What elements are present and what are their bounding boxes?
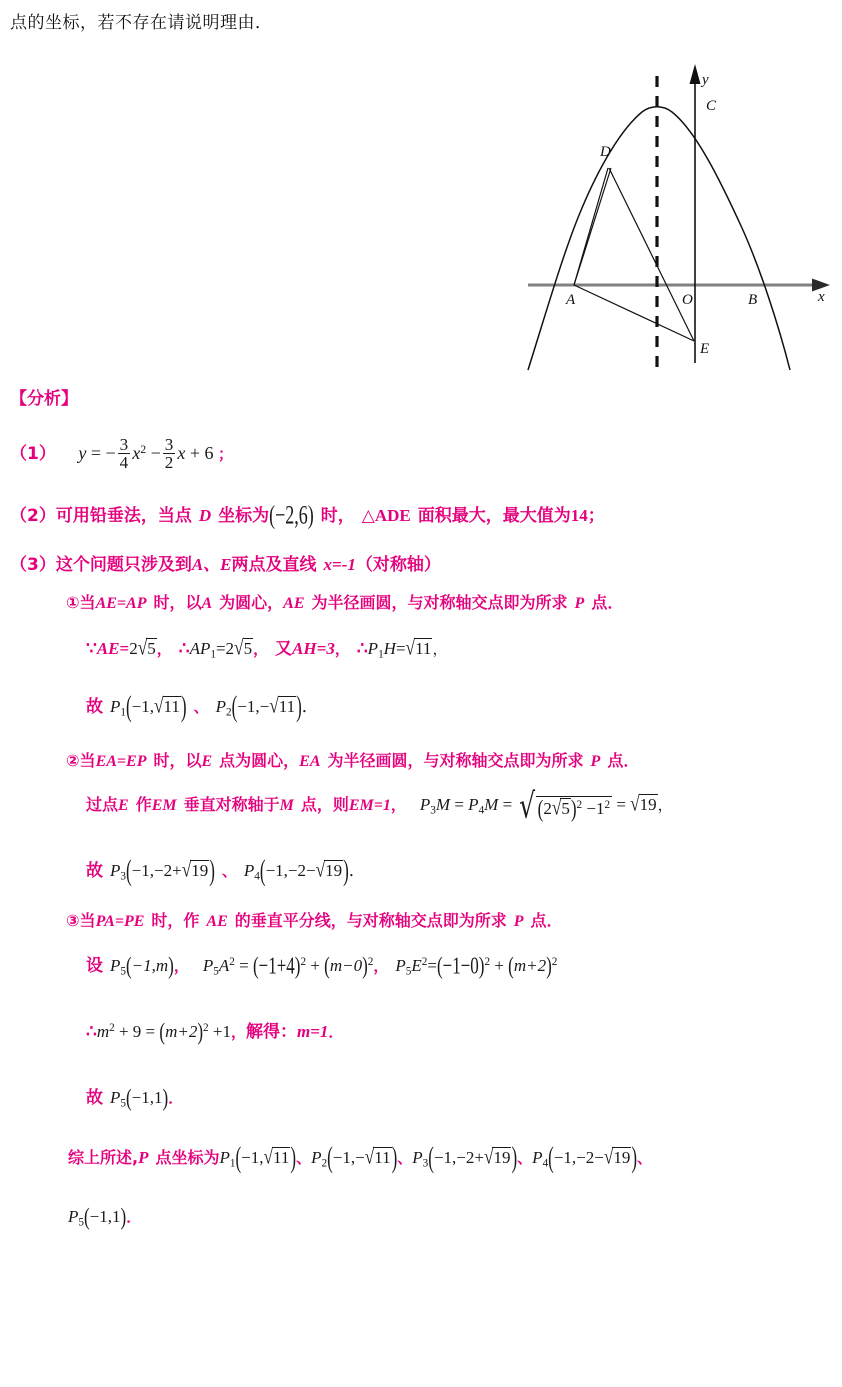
sqrt-11-e-radicand: 11 [374,1148,391,1167]
case1-l2-ap1: AP [189,639,211,658]
conclusion-p5-sub: 5 [78,1216,84,1229]
conclusion-line1: 综上所述,P 点坐标为$P_1(-1,√11)$、$P_2(-1,-√11)$、$P_3(-1,-2+√19)$、$P_4(-1,-2-√19)$、 [68,1140,653,1174]
case3-l4-p5-sub: 5 [120,1097,126,1110]
step-2-label: （2） [10,506,56,526]
case1-l2-eq2: = [215,639,226,658]
var-y: y [78,443,87,464]
case2-l2-comma: ， [390,796,406,814]
case3-l2-plus: + [310,956,320,975]
case2-l3-p3-sub: 3 [120,870,126,883]
case3-text-b: 时，作 [151,911,200,930]
case2-l3-p4-sub: 4 [254,870,260,883]
conclusion-p2-sub: 2 [321,1157,328,1170]
case1-l3-gu: 故 [86,697,103,717]
frac-num-3b: 3 [164,435,174,454]
case1-var-p: P [574,595,585,612]
sqrt-5-a-radicand: 5 [147,639,156,658]
because-symbol-1: ∵ [86,639,97,658]
case1-l3-p2-sub: 2 [225,706,232,719]
figure-svg [520,58,840,383]
conclusion-p2-coord: −1,− [332,1148,365,1167]
case2-l2-p4: P [468,795,479,814]
label-D: D [600,144,611,160]
case3-l2-p5a-a: A [218,956,230,975]
case1-l3-p1-sub: 1 [120,706,126,719]
step-3-label: （3） [10,555,56,575]
case3-marker: ③当 [66,911,96,930]
sqrt-19-e-radicand: 19 [613,1148,631,1167]
case3-line3: $\therefore m^2 + 9 = (m+2)^2 +1$，解得：m=1． [86,1017,344,1046]
case1-l2-h: H [383,639,396,658]
sqrt-11-d: √11 [263,1145,290,1169]
conclusion-p5: P [68,1207,79,1226]
case2-l2-E: E [118,797,129,814]
case2-l2-d: 点，则 [300,795,349,814]
therefore-symbol-2: ∴ [356,639,368,658]
case1-l2-eq: = [119,639,130,658]
case1-line1 [66,590,623,613]
var-x-2: x [177,443,186,464]
case1-l2-p1-sub: 1 [378,648,384,661]
case3-l2-p5e-sub: 5 [405,965,412,978]
case1-l2-comma4: ， [432,642,448,658]
case2-l2-b: 作 [135,795,152,814]
exp-2: 2 [140,441,147,456]
case2-l2-minus: −1 [586,798,605,818]
case3-l3-comma: ， [230,1023,246,1041]
step-2-text-c: 时， [320,506,355,526]
therefore-symbol-1: ∴ [178,639,190,658]
case3-l3-rhs-pow: 2 [203,1022,209,1035]
conclusion-lead2: 点坐标为 [155,1148,220,1167]
case3-line2: 设 $P_5(-1,m)$， $P_5A^2 = (-1+4)^2 + (m-0)^2$， $P_5E^2=(-1-0)^2 + (m+2)^2$ [86,951,558,980]
case3-l3-rhs: m+2 [165,1022,198,1041]
case3-l3-m: m [96,1022,110,1041]
case3-l3-jiede: 解得： [245,1022,297,1042]
case3-l3-plus9: + 9 = [118,1022,156,1041]
sqrt-11-a: √11 [405,636,432,660]
case2-l3-p4-coord: −1,−2− [265,861,316,880]
op-minus-1: − [105,443,116,464]
sqrt-19-b-radicand: 19 [191,861,209,880]
case3-l4-gu: 故 [86,1088,103,1108]
case2-text-e: 点． [607,751,640,770]
case3-l2-p5a: P [202,956,214,975]
therefore-symbol-3: ∴ [86,1022,97,1041]
step-2-text-d: 面积最大，最大值为 [417,506,571,526]
case3-l2-p5e-e: E [411,956,422,975]
case3-l2-eq2: = [427,956,437,975]
conclusion-p3-sub: 3 [422,1157,429,1170]
sqrt-11-e: √11 [364,1145,391,1169]
label-A: A [566,292,576,308]
sqrt-11-c: √11 [269,694,296,718]
const-6: 6 [204,443,214,464]
step-3-vars: A、E [191,555,232,574]
case2-l2-eq1: = [454,795,464,814]
case1-l2-coef2: 2 [225,639,235,658]
case1-l2-p1: P [367,639,379,658]
case3-l2-t2-pow: 2 [367,956,374,969]
case2-line2 [86,786,673,827]
case1-l3-end: ． [301,697,319,716]
step-2-coord: (−2,6) [269,500,314,530]
step-3-eq: x=-1 [323,555,356,574]
case1-l3-p2-coord: −1,− [237,697,270,716]
case2-l2-eq2: = [502,795,513,814]
case3-l2-t4-pow: 2 [551,956,558,969]
case2-l2-p4-sub: 4 [478,804,485,817]
frac-den-2: 2 [164,453,174,473]
case3-l3-plus1: +1 [212,1022,231,1041]
case2-l2-minus-pow: 2 [604,798,611,811]
segment-a-d-alt [574,168,608,285]
step-3-text3: （对称轴） [355,555,441,575]
segment-a-e [574,285,694,341]
sqrt-5-c: √5 [551,795,570,820]
label-O: O [682,292,693,308]
case2-var-p: P [590,753,601,770]
step-2-triangle-ade: △ADE [361,506,411,525]
label-B: B [748,292,758,308]
case3-l2-t1: (−1+4) [252,951,301,980]
case2-marker: ②当 [66,751,96,770]
sqrt-11-b: √11 [154,694,180,718]
case3-l2-t3: (−1−0) [436,951,485,980]
fraction-3-2 [163,436,176,472]
case3-l2-plus2: + [494,956,504,975]
case2-l3-gu: 故 [86,861,103,881]
case3-l3-m-pow: 2 [109,1022,115,1035]
case3-l2-eq1: = [239,956,249,975]
case2-l2-M: M [279,797,294,814]
case1-marker: ①当 [66,593,96,612]
analysis-heading: 【分析】 [10,389,78,409]
case1-l2-comma3: ， [334,640,350,658]
step-3-text2: 两点及直线 [231,555,317,575]
var-x-1: x [132,443,141,464]
conclusion-p4: P [532,1148,543,1167]
case2-l3-p3-coord: −1,−2+ [131,861,182,880]
case1-text-c: 为圆心， [219,593,284,612]
case1-l2-you: 又 [275,639,293,659]
carryover-text: 点的坐标，若不存在请说明理由． [10,13,273,33]
case3-pa-pe: PA=PE [95,913,145,930]
parabola-curve [528,107,790,370]
case3-var-p: P [513,913,524,930]
label-x-axis: x [818,289,825,305]
case3-l2-she: 设 [86,956,103,976]
case2-l2-comma2: ， [657,798,673,814]
sqrt-19-d: √19 [483,1145,511,1169]
segment-d-e [609,168,694,341]
case1-ae-ap: AE=AP [95,595,147,612]
case2-l2-em1: EM=1 [348,797,391,814]
label-E: E [700,341,710,357]
sqrt-19-a: √19 [630,792,657,816]
sqrt-big-expression: √ $(2√5)^2 -1^2$ [519,786,611,827]
case2-ea-ep: EA=EP [95,753,147,770]
op-eq: = [90,443,101,464]
conclusion-line2: $P_5(-1,1)$． [68,1202,142,1231]
conclusion-lead: 综上所述, [68,1148,139,1167]
case1-l2-eq3: = [395,639,406,658]
case1-l2-comma1: ， [156,640,172,658]
label-C: C [706,98,717,114]
case2-var-e: E [201,753,213,770]
case2-l3-sep: 、 [221,862,237,880]
sqrt-11-c-radicand: 11 [278,697,296,716]
sqrt-5-a: √5 [137,636,156,660]
step-3-row [10,550,441,575]
case3-l4-p5: P [110,1088,121,1107]
sqrt-19-b: √19 [181,858,209,882]
op-minus-2: − [150,443,161,464]
case2-l2-c: 垂直对称轴于 [183,795,280,814]
case1-ae: AE [283,595,305,612]
case3-text-d: 点． [530,911,563,930]
fraction-3-4 [118,436,131,472]
sqrt-11-b-radicand: 11 [163,697,180,716]
step-2-text-a: 可用铅垂法，当点 [55,506,192,526]
case1-l2-ap1-sub: 1 [210,648,216,661]
case3-l2-p5a-pow: 2 [229,956,235,969]
case2-line1 [66,748,639,771]
case3-ae: AE [206,913,228,930]
step-2-text-e: ； [587,506,605,526]
case2-l3-p3: P [110,861,121,880]
case2-inner-coef: 2 [543,798,552,818]
sqrt-19-e: √19 [603,1145,631,1169]
case1-line2 [86,634,447,661]
sqrt-19-d-radicand: 19 [493,1148,511,1167]
case1-l3-p1-coord: −1, [131,697,155,716]
case1-l2-ah: AH=3 [292,639,335,658]
parabola-figure [520,58,840,383]
conclusion-p4-sub: 4 [542,1157,549,1170]
case3-l2-comma2: ， [373,957,389,975]
conclusion-var-p: P [138,1148,149,1167]
sqrt-5-c-radicand: 5 [561,798,570,818]
case3-line4: 故 $P_5(-1,1)$． [86,1083,184,1112]
case1-l2-ae: AE [96,639,120,658]
case2-text-d: 为半径画圆，与对称轴交点即为所求 [327,751,584,770]
case3-text-c: 的垂直平分线，与对称轴交点即为所求 [234,911,507,930]
case2-l3-p4: P [243,861,255,880]
conclusion-p2: P [311,1148,322,1167]
sqrt-11-d-radicand: 11 [273,1148,290,1167]
case3-l2-p5e-pow: 2 [421,956,428,969]
sqrt-11-a-radicand: 11 [415,639,432,658]
step-1-semicolon: ； [218,445,234,464]
case3-l3-end: ． [328,1023,344,1041]
step-2-value: 14 [570,506,588,525]
conclusion-p1-sub: 1 [229,1157,236,1170]
case3-l2-p5-coord: −1,m [131,956,169,975]
case2-text-c: 点为圆心， [219,751,300,770]
case1-l3-sep: 、 [193,698,209,716]
case1-l2-coef1: 2 [129,639,138,658]
case3-l2-p5-sub: 5 [120,965,126,978]
case3-l2-t3-pow: 2 [484,956,491,969]
case2-ea: EA [299,753,321,770]
case1-line3: 故 $P_1(-1,√11)$ 、 $P_2(-1,-√11)$． [86,689,319,723]
case2-inner-pow: 2 [576,798,583,811]
case3-l2-t2: m−0 [329,956,363,975]
case2-l3-end: ． [348,861,366,880]
step-3-text: 这个问题只涉及到 [55,555,192,575]
sqrt-19-c: √19 [315,858,343,882]
case2-l2-p3-m: M [435,795,451,814]
case1-l2-comma2: ， [253,640,269,658]
case3-l4-end: ． [168,1091,184,1107]
case2-l2-eq3: = [616,795,626,814]
step-2-var-d: D [198,506,212,525]
sqrt-19-a-radicand: 19 [639,795,657,814]
case1-l3-p1: P [110,697,121,716]
conclusion-p3: P [412,1148,423,1167]
case1-text-e: 点． [591,593,624,612]
step-1-row [10,436,233,472]
op-plus: + [189,443,200,464]
sqrt-5-b: √5 [234,636,253,660]
sqrt-19-c-radicand: 19 [325,861,343,880]
case2-l2-a: 过点 [86,795,119,814]
conclusion-p1-coord: −1, [241,1148,264,1167]
conclusion-sep4: 、 [637,1149,653,1167]
case3-line1 [66,908,563,931]
sqrt-5-b-radicand: 5 [243,639,253,658]
conclusion-end: ． [126,1210,142,1226]
case3-l2-comma1: ， [173,957,189,975]
conclusion-p5-coord: −1,1 [89,1207,121,1226]
case3-l4-p5-coord: −1,1 [131,1088,163,1107]
case3-l3-m-eq: m=1 [296,1022,329,1041]
y-axis-arrow [690,64,701,84]
conclusion-p3-coord: −1,−2+ [433,1148,484,1167]
case2-line3: 故 $P_3(-1,-2+√19)$ 、 $P_4(-1,-2-√19)$． [86,853,366,887]
case2-l2-em: EM [151,797,177,814]
frac-num-3: 3 [119,435,129,454]
case3-l2-p5: P [110,956,121,975]
case1-var-a: A [201,595,213,612]
step-2-text-b: 坐标为 [218,506,270,526]
conclusion-sep3: 、 [517,1149,533,1167]
case1-text-b: 时，以 [153,593,202,612]
conclusion-p1: P [219,1148,230,1167]
conclusion-sep2: 、 [397,1149,413,1167]
step-1-formula [78,435,218,473]
case1-l3-p2: P [215,697,226,716]
case2-text-b: 时，以 [153,751,202,770]
conclusion-sep1: 、 [296,1149,312,1167]
conclusion-p4-coord: −1,−2− [553,1148,604,1167]
label-y-axis: y [702,72,709,88]
case3-l2-t4: m+2 [513,956,547,975]
frac-den-4: 4 [119,453,129,473]
case3-l2-p5a-sub: 5 [213,965,219,978]
case2-l2-p4-m: M [484,795,499,814]
step-1-label: （1） [10,444,56,465]
case1-text-d: 为半径画圆，与对称轴交点即为所求 [311,593,568,612]
step-2-row [10,500,605,530]
case2-l2-p3-sub: 3 [430,804,436,817]
case2-l2-p3: P [419,795,431,814]
case3-l2-t1-pow: 2 [300,956,307,969]
case3-l2-p5e: P [395,956,406,975]
